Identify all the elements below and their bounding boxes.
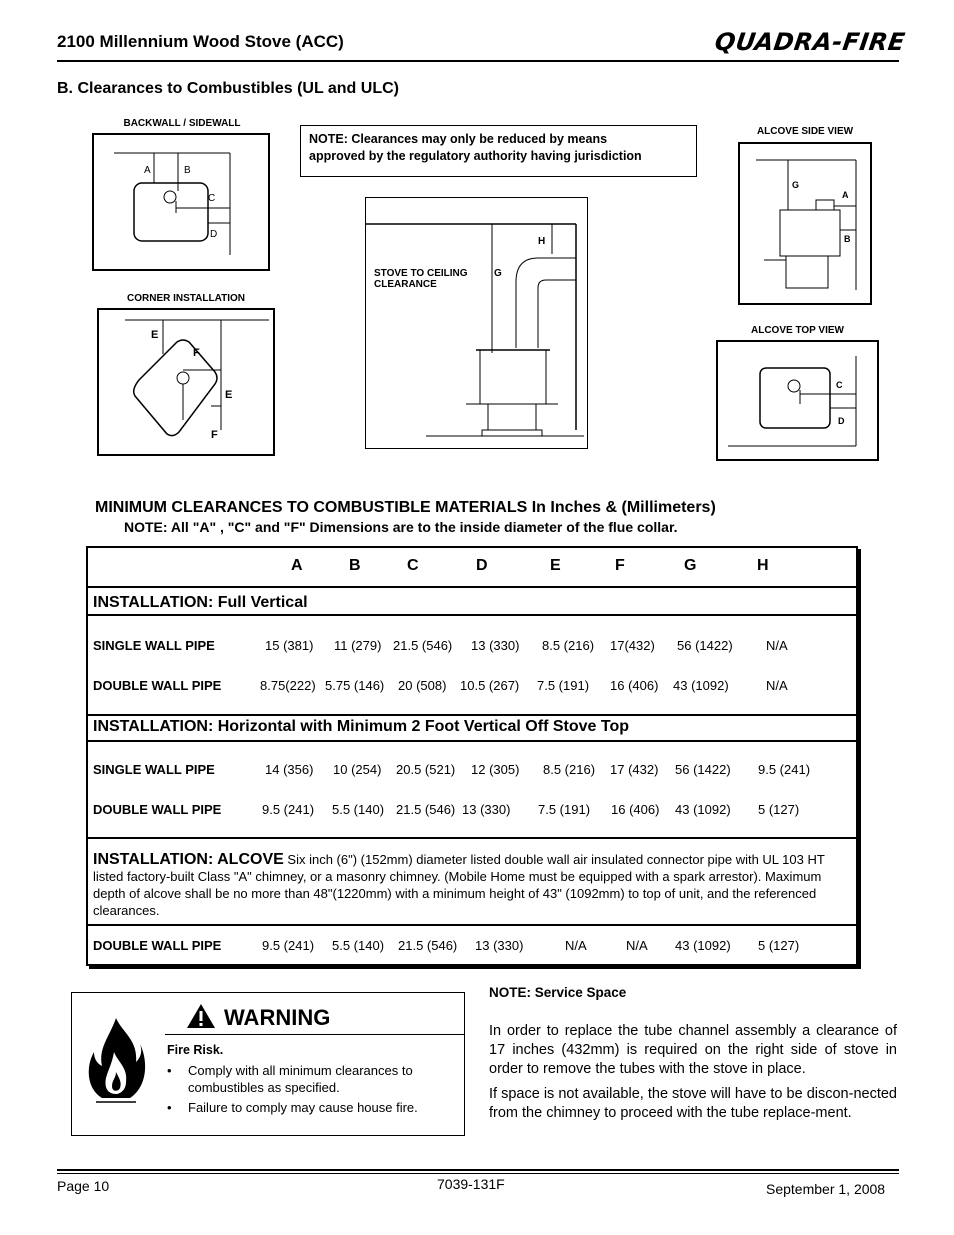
letter-g: G [792, 180, 800, 190]
col-header-a: A [291, 557, 303, 574]
letter-f-bottom: F [211, 429, 218, 441]
table-cell: 15 (381) [265, 638, 314, 653]
letter-a: A [144, 165, 151, 176]
table-cell: 20.5 (521) [396, 762, 456, 777]
service-paragraph-1: In order to replace the tube channel assembly a clearance of 17 inches (432mm) is required on the right side of stove in order to remove the tubes with the stove in place. [489, 1023, 897, 1077]
alcove-heading: INSTALLATION: ALCOVE [93, 851, 284, 868]
warning-divider [165, 1034, 465, 1035]
col-header-f: F [615, 557, 625, 574]
table-cell: 5 (127) [758, 938, 800, 953]
table-cell: 21.5 (546) [398, 938, 458, 953]
footer-divider [57, 1173, 899, 1174]
backwall-label: BACKWALL / SIDEWALL [123, 118, 241, 129]
warning-title: WARNING [224, 1005, 331, 1030]
section-title: B. Clearances to Combustibles (UL and ULC) [57, 80, 399, 97]
fire-risk-label: Fire Risk. [167, 1043, 224, 1057]
service-note-title: NOTE: Service Space [489, 985, 627, 1000]
table-cell: 21.5 (546) [393, 638, 453, 653]
header-divider [57, 60, 899, 62]
pipe-label: DOUBLE WALL PIPE [93, 802, 222, 817]
col-header-g: G [684, 557, 697, 574]
backwall-diagram [92, 133, 270, 271]
col-header-e: E [550, 557, 561, 574]
table-cell: 9.5 (241) [262, 802, 315, 817]
col-header-c: C [407, 557, 419, 574]
warning-triangle-icon [186, 1003, 216, 1029]
table-cell: 8.5 (216) [542, 638, 595, 653]
alcove-top-drawing [718, 342, 877, 459]
table-cell: 10.5 (267) [460, 678, 520, 693]
corner-diagram [97, 308, 275, 456]
table-cell: N/A [626, 938, 648, 953]
service-paragraph-2: If space is not available, the stove will have to be discon-nected from the chimney to proceed with the tube replace-ment. [489, 1086, 897, 1121]
document-date: September 1, 2008 [766, 1181, 886, 1197]
table-cell: 9.5 (241) [262, 938, 315, 953]
alcove-side-label: ALCOVE SIDE VIEW [756, 126, 854, 137]
brand-logo: QUADRA-FIRE [713, 28, 907, 56]
letter-c: C [208, 193, 216, 204]
table-cell: 20 (508) [398, 678, 447, 693]
page-number: Page 10 [57, 1178, 110, 1194]
table-cell: 43 (1092) [675, 802, 731, 817]
table-cell: 8.5 (216) [543, 762, 596, 777]
backwall-drawing [94, 135, 268, 269]
alcove-top-diagram [716, 340, 879, 461]
table-divider [88, 614, 856, 616]
horizontal-heading: INSTALLATION: Horizontal with Minimum 2 Foot Vertical Off Stove Top [93, 718, 629, 735]
table-cell: 43 (1092) [675, 938, 731, 953]
table-cell: 5 (127) [758, 802, 800, 817]
table-cell: 5.5 (140) [332, 938, 385, 953]
letter-d: D [210, 229, 218, 240]
table-cell: 56 (1422) [677, 638, 733, 653]
letter-g: G [494, 268, 502, 279]
letter-e-top: E [151, 329, 159, 341]
note-line-1: NOTE: Clearances may only be reduced by means [309, 132, 608, 146]
table-cell: 9.5 (241) [758, 762, 811, 777]
table-cell: 13 (330) [475, 938, 524, 953]
table-cell: 12 (305) [471, 762, 520, 777]
ceiling-label-line1: STOVE TO CEILING [374, 268, 468, 279]
full-vertical-heading: INSTALLATION: Full Vertical [93, 594, 308, 611]
letter-e-right: E [225, 389, 233, 401]
table-cell: 13 (330) [462, 802, 511, 817]
col-header-d: D [476, 557, 488, 574]
table-cell: 8.75(222) [260, 678, 316, 693]
table-divider [88, 740, 856, 742]
alcove-side-diagram [738, 142, 872, 305]
letter-c: C [836, 380, 843, 390]
table-cell: 17(432) [610, 638, 655, 653]
table-cell: 7.5 (191) [538, 802, 591, 817]
min-clearances-note: NOTE: All "A" , "C" and "F" Dimensions are to the inside diameter of the flue collar. [124, 519, 678, 535]
table-divider [88, 714, 856, 716]
warning-item: • Comply with all minimum clearances to combustibles as specified. [167, 1063, 413, 1095]
table-cell: 5.75 (146) [325, 678, 385, 693]
ceiling-diagram [365, 197, 588, 449]
table-cell: 7.5 (191) [537, 678, 590, 693]
letter-b: B [844, 234, 851, 244]
table-cell: 11 (279) [334, 638, 382, 653]
table-cell: 21.5 (546) [396, 802, 456, 817]
alcove-text: Six inch (6") (152mm) diameter listed double wall air insulated connector pipe with UL 103 HT listed factory-built Class "A" chimney, or a masonry chimney. (Mobile Home must be equipped with a spark arrestor). Maximum depth of alcove shall be no more than 48"(1220mm) with a minimum height of 43" (1092mm) to top of unit, and the referenced clearances. [93, 852, 825, 918]
alcove-description [93, 851, 853, 919]
table-cell: N/A [766, 678, 788, 693]
footer-divider [57, 1169, 899, 1171]
letter-b: B [184, 165, 191, 176]
table-cell: 43 (1092) [673, 678, 729, 693]
corner-label: CORNER INSTALLATION [127, 293, 245, 304]
note-box [300, 125, 697, 177]
pipe-label: DOUBLE WALL PIPE [93, 938, 222, 953]
letter-a: A [842, 190, 849, 200]
letter-d: D [838, 416, 845, 426]
alcove-top-label: ALCOVE TOP VIEW [751, 325, 844, 336]
pipe-label: SINGLE WALL PIPE [93, 638, 215, 653]
table-divider [88, 924, 856, 926]
fire-icon [86, 1016, 146, 1104]
table-divider [88, 586, 856, 588]
pipe-label: SINGLE WALL PIPE [93, 762, 215, 777]
letter-h: H [538, 236, 546, 247]
ceiling-label-line2: CLEARANCE [374, 279, 437, 290]
table-cell: 16 (406) [611, 802, 660, 817]
document-number: 7039-131F [437, 1176, 505, 1192]
table-cell: 13 (330) [471, 638, 520, 653]
letter-f-top: F [193, 347, 200, 359]
table-cell: N/A [766, 638, 788, 653]
pipe-label: DOUBLE WALL PIPE [93, 678, 222, 693]
corner-drawing [99, 310, 273, 454]
page-title: 2100 Millennium Wood Stove (ACC) [57, 32, 344, 51]
table-cell: 56 (1422) [675, 762, 731, 777]
table-cell: 5.5 (140) [332, 802, 385, 817]
col-header-h: H [757, 557, 769, 574]
table-divider [88, 837, 856, 839]
col-header-b: B [349, 557, 361, 574]
table-cell: 14 (356) [265, 762, 314, 777]
table-cell: 16 (406) [610, 678, 659, 693]
warning-item: • Failure to comply may cause house fire. [167, 1100, 418, 1115]
min-clearances-title: MINIMUM CLEARANCES TO COMBUSTIBLE MATERIALS In Inches & (Millimeters) [95, 499, 716, 516]
table-cell: 17 (432) [610, 762, 659, 777]
note-line-2: approved by the regulatory authority having jurisdiction [309, 149, 642, 163]
ceiling-drawing [366, 198, 586, 447]
alcove-side-drawing [740, 144, 870, 303]
table-cell: 10 (254) [333, 762, 382, 777]
table-cell: N/A [565, 938, 587, 953]
